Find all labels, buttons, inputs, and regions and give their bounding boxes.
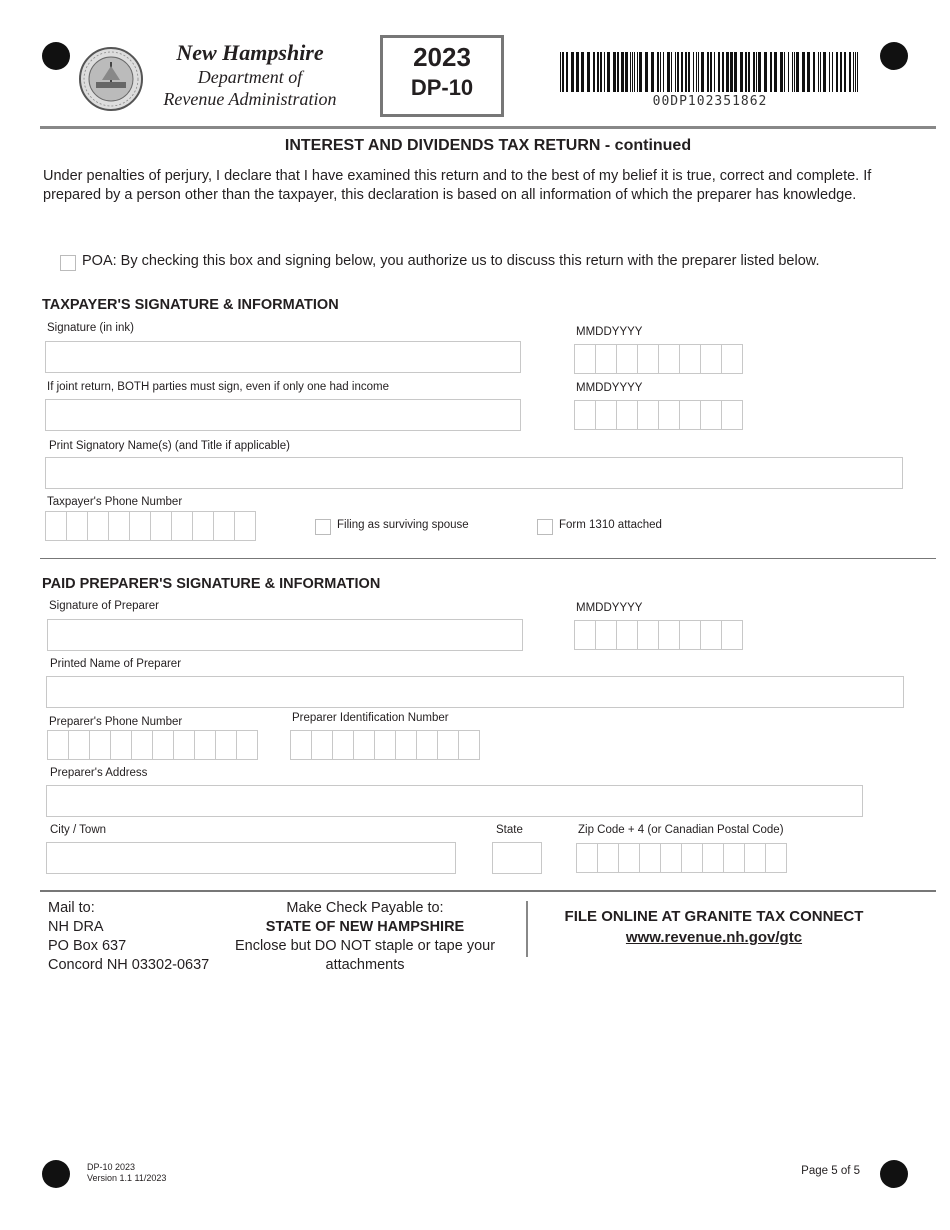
dept-line-2: Revenue Administration <box>163 89 337 109</box>
state-field[interactable] <box>492 842 542 874</box>
preparer-date-label: MMDDYYYY <box>576 602 643 614</box>
header-divider <box>40 126 936 129</box>
mail-to-line: NH DRA <box>48 919 104 935</box>
mail-to-line: Mail to: <box>48 900 95 916</box>
joint-return-label: If joint return, BOTH parties must sign, even if only one had income <box>47 381 389 393</box>
surviving-spouse-label: Filing as surviving spouse <box>337 519 469 531</box>
org-header <box>145 40 355 110</box>
preparer-name-field[interactable] <box>46 676 904 708</box>
check-payable-block <box>230 899 500 975</box>
taxpayer-date-label-1: MMDDYYYY <box>576 326 643 338</box>
gtc-link[interactable]: www.revenue.nh.gov/gtc <box>625 929 803 946</box>
taxpayer-signature-label: Signature (in ink) <box>47 322 134 334</box>
file-online-block <box>545 906 883 948</box>
mail-to-line: Concord NH 03302-0637 <box>48 957 210 973</box>
page-title: INTEREST AND DIVIDENDS TAX RETURN - continued <box>284 137 692 154</box>
state-label: State <box>496 824 523 836</box>
print-name-label: Print Signatory Name(s) (and Title if applicable) <box>49 440 290 452</box>
city-label: City / Town <box>50 824 107 836</box>
preparer-phone-label: Preparer's Phone Number <box>49 716 183 728</box>
print-name-field[interactable] <box>45 457 903 489</box>
taxpayer-date-label-2: MMDDYYYY <box>576 382 643 394</box>
preparer-section-title: PAID PREPARER'S SIGNATURE & INFORMATION <box>42 576 381 592</box>
section-divider <box>40 558 936 559</box>
barcode-number: 00DP102351862 <box>652 94 768 109</box>
taxpayer-section-title: TAXPAYER'S SIGNATURE & INFORMATION <box>42 297 339 313</box>
footer-divider <box>40 890 936 892</box>
mail-to-line: PO Box 637 <box>48 938 127 954</box>
dept-line-1: Department of <box>197 67 303 87</box>
zip-label: Zip Code + 4 (or Canadian Postal Code) <box>578 824 784 836</box>
taxpayer-phone-label: Taxpayer's Phone Number <box>47 496 183 508</box>
registration-mark-top-left <box>42 42 70 70</box>
form-1310-label: Form 1310 attached <box>559 519 662 531</box>
check-payee: STATE OF NEW HAMPSHIRE <box>265 919 465 935</box>
form-id: DP-10 <box>410 75 474 100</box>
preparer-name-label: Printed Name of Preparer <box>50 658 182 670</box>
state-seal-icon <box>78 46 144 112</box>
registration-mark-bottom-right <box>880 1160 908 1188</box>
preparer-address-field[interactable] <box>46 785 863 817</box>
preparer-date-field[interactable] <box>574 620 743 650</box>
form-1310-checkbox[interactable] <box>537 519 553 535</box>
taxpayer-phone-field[interactable] <box>45 511 256 541</box>
joint-signature-field[interactable] <box>45 399 521 431</box>
preparer-signature-label: Signature of Preparer <box>49 600 159 612</box>
preparer-address-label: Preparer's Address <box>50 767 148 779</box>
staple-note-2: attachments <box>325 957 405 973</box>
check-payable-label: Make Check Payable to: <box>286 900 444 916</box>
file-online-text: FILE ONLINE AT GRANITE TAX CONNECT <box>564 908 864 925</box>
version-text: Version 1.1 11/2023 <box>87 1173 167 1183</box>
form-code: DP-10 2023 <box>87 1162 136 1172</box>
registration-mark-bottom-left <box>42 1160 70 1188</box>
poa-text: POA: By checking this box and signing below, you authorize us to discuss this return with the preparer listed below. <box>82 253 820 269</box>
form-id-box <box>380 35 504 117</box>
taxpayer-date-field-1[interactable] <box>574 344 743 374</box>
perjury-declaration: Under penalties of perjury, I declare that I have examined this return and to the best of my belief it is true, correct and complete. If prepared by a person other than the taxpayer, this declaration is based on all information of which the preparer has knowledge. <box>43 168 872 203</box>
zip-field[interactable] <box>576 843 787 873</box>
preparer-phone-field[interactable] <box>47 730 258 760</box>
org-name: New Hampshire <box>176 40 324 65</box>
preparer-id-label: Preparer Identification Number <box>292 712 449 724</box>
preparer-id-field[interactable] <box>290 730 480 760</box>
taxpayer-signature-field[interactable] <box>45 341 521 373</box>
mail-to-block <box>48 899 209 975</box>
poa-checkbox[interactable] <box>60 255 76 271</box>
footer-vertical-divider <box>526 901 528 957</box>
staple-note: Enclose but DO NOT staple or tape your <box>234 938 496 954</box>
form-year: 2023 <box>413 42 471 72</box>
surviving-spouse-checkbox[interactable] <box>315 519 331 535</box>
page-footer-left <box>87 1162 166 1184</box>
page-number: Page 5 of 5 <box>801 1165 860 1177</box>
registration-mark-top-right <box>880 42 908 70</box>
barcode-icon <box>558 52 862 92</box>
preparer-signature-field[interactable] <box>47 619 523 651</box>
taxpayer-date-field-2[interactable] <box>574 400 743 430</box>
city-field[interactable] <box>46 842 456 874</box>
